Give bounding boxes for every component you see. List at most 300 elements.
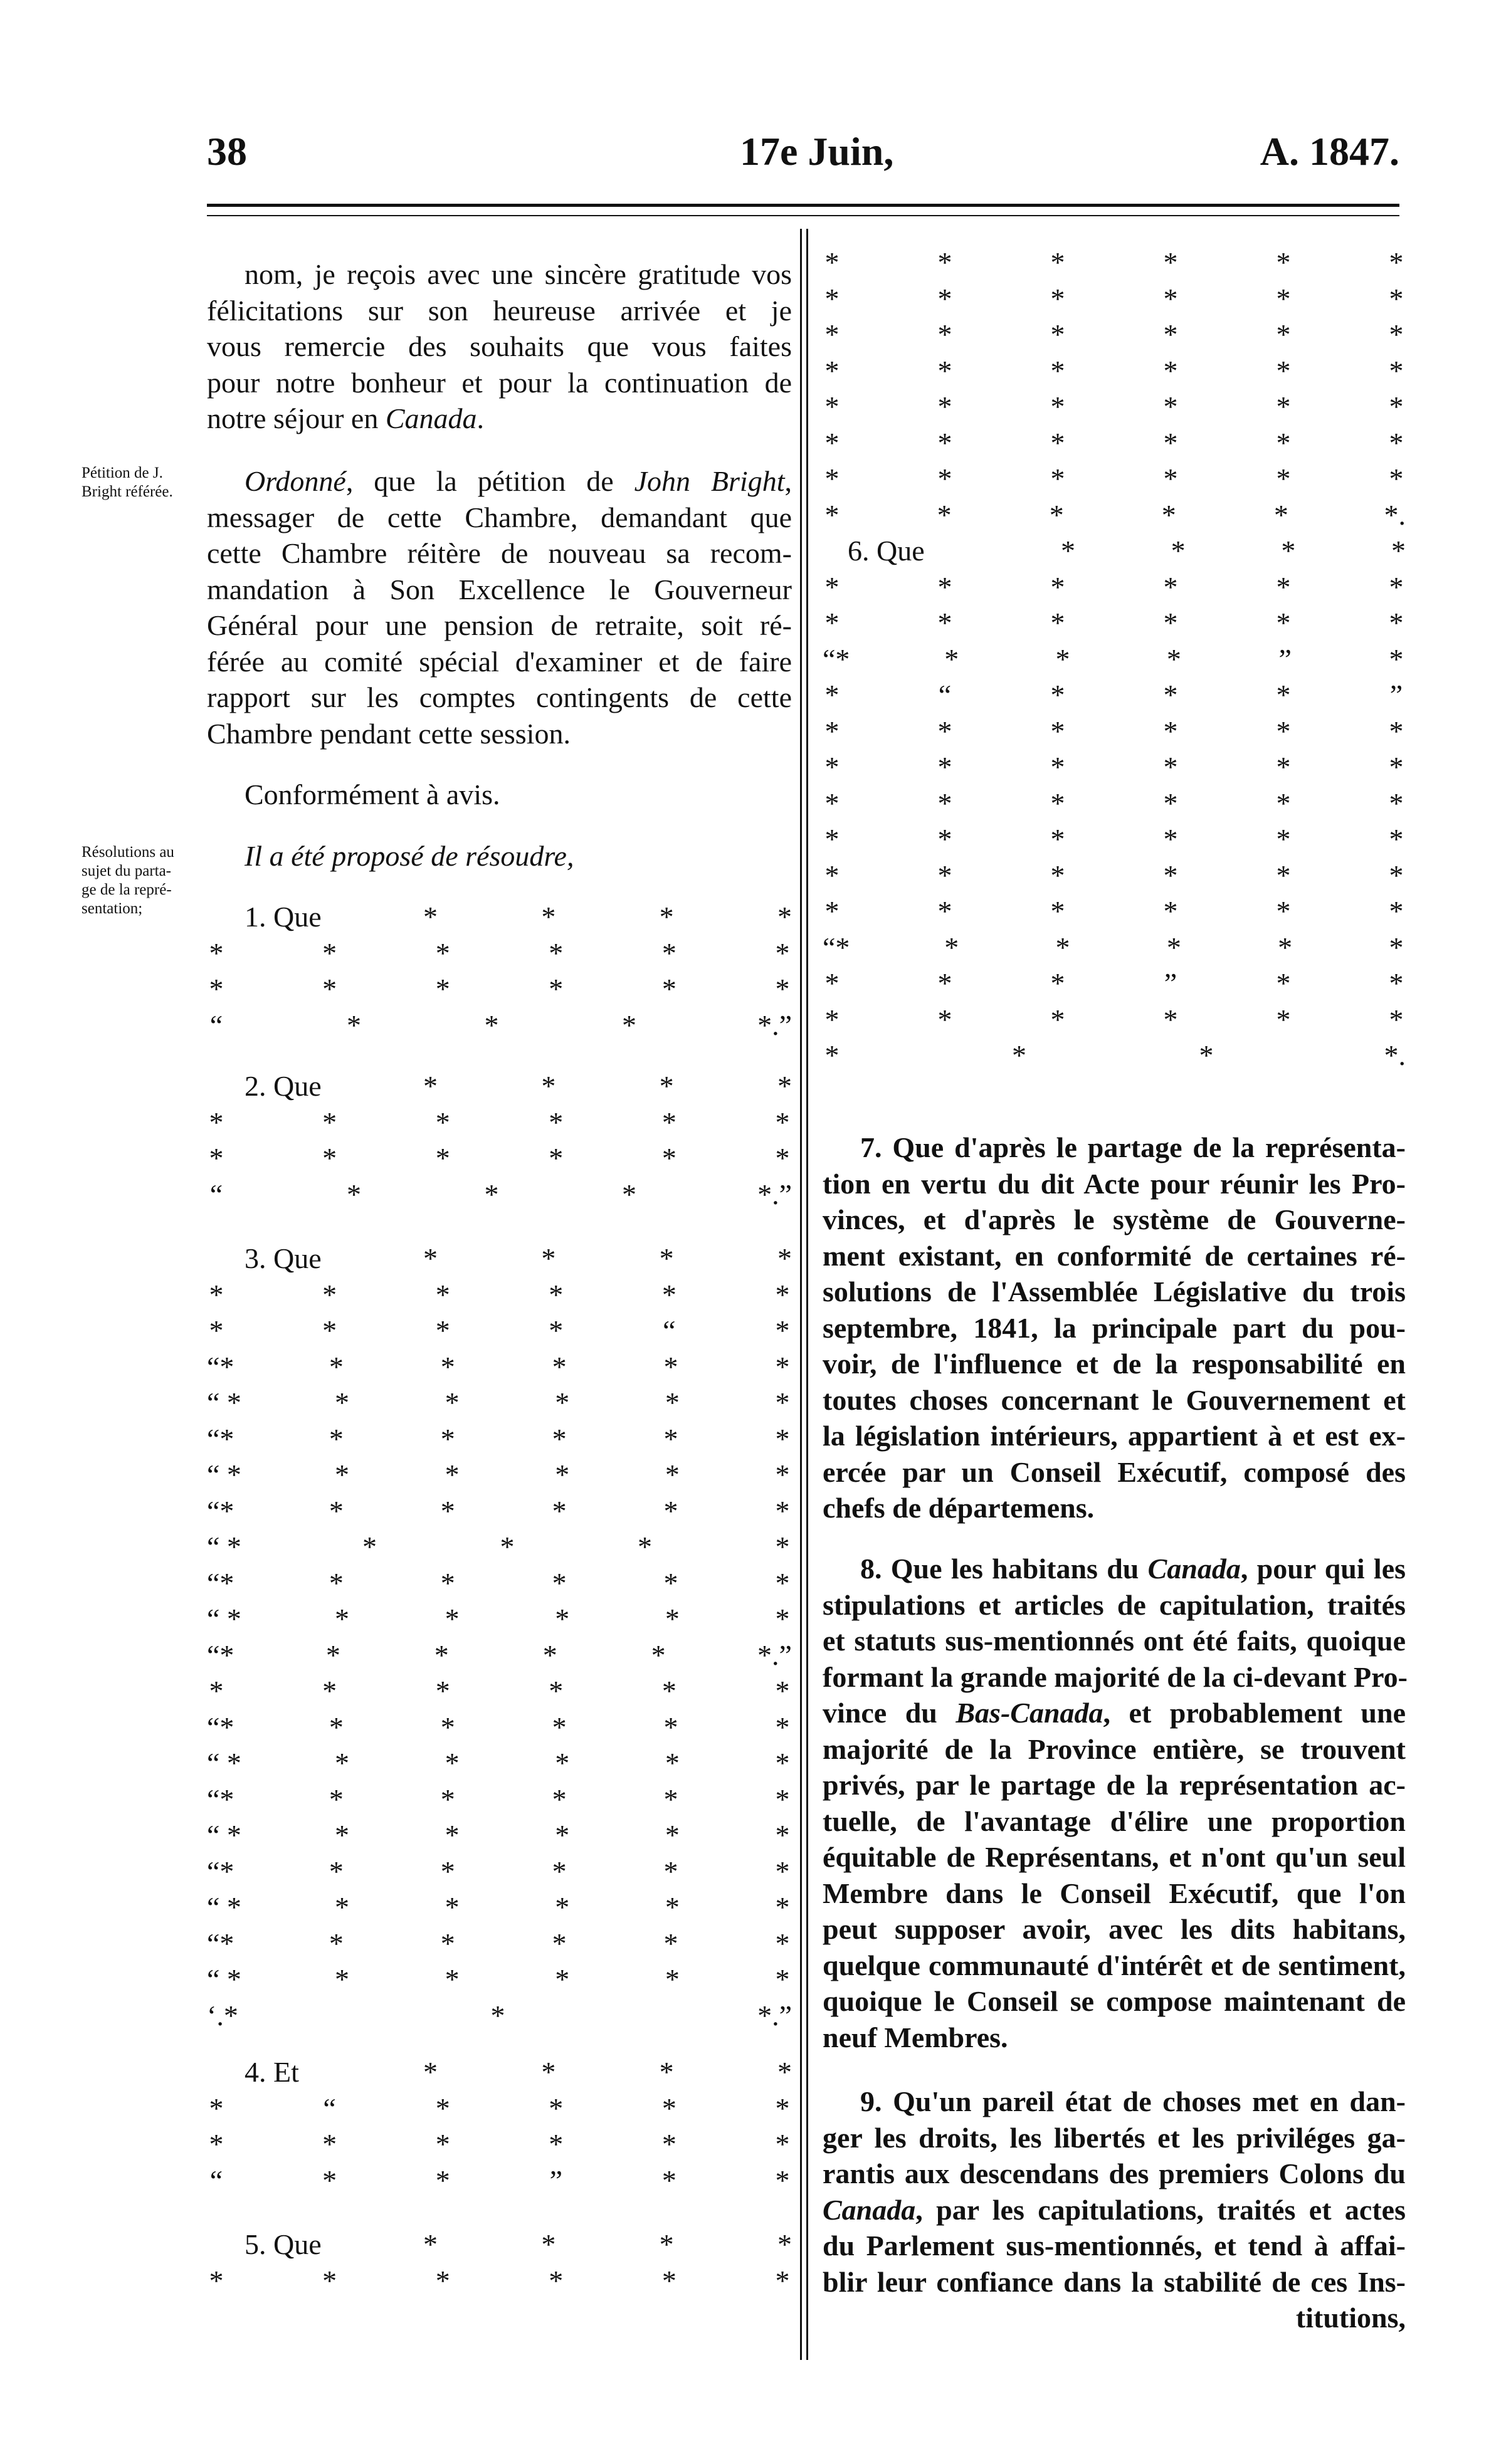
star-row xyxy=(823,497,1406,533)
star-mark: * xyxy=(1276,391,1291,422)
star-mark: * xyxy=(552,1711,567,1743)
star-mark: * xyxy=(661,1278,677,1311)
star-mark: * xyxy=(440,1927,455,1959)
star-mark: * xyxy=(659,1242,674,1274)
star-row xyxy=(207,1140,792,1177)
text-line: rapport sur les comptes contingents de cette xyxy=(207,681,792,713)
star-mark: ” xyxy=(1389,679,1403,711)
text-line: titutions, xyxy=(1295,2302,1406,2334)
star-mark: * xyxy=(1389,787,1404,819)
star-row xyxy=(823,677,1406,713)
star-mark: * xyxy=(937,859,952,891)
star-mark: “* xyxy=(207,1422,234,1455)
star-mark: * xyxy=(209,1675,224,1707)
star-mark: * xyxy=(484,1178,499,1210)
star-mark: * xyxy=(775,1603,790,1635)
star-mark: * xyxy=(335,1603,350,1635)
star-mark: * xyxy=(775,1675,790,1707)
star-mark: * xyxy=(937,967,952,999)
star-mark: * xyxy=(775,1819,790,1851)
star-row xyxy=(207,1385,792,1421)
star-mark: * xyxy=(659,2056,674,2088)
star-mark: * xyxy=(1276,679,1291,711)
star-mark: * xyxy=(322,1675,337,1707)
star-mark: * xyxy=(1171,535,1186,567)
star-mark: * xyxy=(824,679,840,711)
star-mark: * xyxy=(435,2092,450,2124)
star-mark: “ * xyxy=(207,1531,241,1563)
star-mark: * xyxy=(775,1459,790,1491)
page-date: 17e Juin, xyxy=(740,129,894,174)
star-mark: * xyxy=(322,936,337,969)
star-mark: * xyxy=(1389,318,1404,350)
star-mark: * xyxy=(651,1638,666,1671)
star-mark: * xyxy=(775,2264,790,2297)
star-mark: * xyxy=(661,1142,677,1174)
item-heading xyxy=(207,1068,792,1104)
star-mark: * xyxy=(937,751,952,783)
star-mark: * xyxy=(1276,246,1291,278)
star-mark: * xyxy=(440,1422,455,1455)
star-mark: * xyxy=(665,1819,680,1851)
star-mark: * xyxy=(665,1387,680,1418)
star-row xyxy=(823,1002,1406,1038)
star-mark: ‘.* xyxy=(207,1999,238,2031)
star-mark: * xyxy=(347,1009,362,1041)
star-mark: * xyxy=(1055,931,1070,963)
star-mark: * xyxy=(209,1314,224,1346)
star-mark: * xyxy=(329,1422,344,1455)
star-mark: * xyxy=(665,1891,680,1923)
star-mark: * xyxy=(661,2264,677,2297)
star-mark: * xyxy=(552,1494,567,1527)
star-mark: * xyxy=(824,570,840,603)
star-mark: * xyxy=(1389,715,1404,747)
star-mark: *. xyxy=(1384,1039,1406,1071)
star-mark: * xyxy=(1163,679,1178,711)
item-label: 5. Que xyxy=(245,2228,322,2260)
star-mark: “ * xyxy=(207,1963,241,1995)
star-row xyxy=(207,1637,792,1674)
header-rule-thin xyxy=(207,215,1399,216)
star-row xyxy=(207,1529,792,1565)
star-mark: * xyxy=(1389,823,1404,855)
star-row xyxy=(207,2263,792,2299)
star-mark: * xyxy=(1391,535,1406,567)
text-line: Général pour une pension de retraite, soit ré- xyxy=(207,609,792,641)
text-line: quelque communauté d'intérêt et de sentiment, xyxy=(823,1949,1406,1981)
star-mark: * xyxy=(555,1963,570,1995)
star-mark: * xyxy=(209,1142,224,1174)
resolution-item xyxy=(207,2054,792,2198)
star-mark: * xyxy=(775,936,790,969)
star-mark: * xyxy=(1389,463,1404,495)
paragraph-8 xyxy=(823,1551,1406,2055)
star-mark: * xyxy=(659,2228,674,2260)
star-mark: “ * xyxy=(207,1819,241,1851)
text-line: Il a été proposé de résoudre, xyxy=(245,840,574,872)
star-mark: * xyxy=(1163,1003,1178,1035)
star-row xyxy=(823,389,1406,425)
star-mark: * xyxy=(824,967,840,999)
star-mark: * xyxy=(435,2264,450,2297)
star-row xyxy=(207,1349,792,1385)
star-row xyxy=(207,1313,792,1349)
star-mark: * xyxy=(824,607,840,639)
star-mark: * xyxy=(435,1278,450,1311)
star-row xyxy=(207,1709,792,1746)
star-row xyxy=(823,317,1406,353)
star-mark: * xyxy=(549,1106,564,1138)
star-mark: “ xyxy=(209,1009,223,1041)
star-row xyxy=(823,641,1406,678)
star-mark: * xyxy=(322,1278,337,1311)
text-line: toutes choses concernant le Gouvernement et xyxy=(823,1383,1406,1416)
star-mark: * xyxy=(1389,1003,1404,1035)
star-mark: * xyxy=(1163,282,1178,315)
star-mark: “* xyxy=(207,1638,234,1671)
text-line: cette Chambre réitère de nouveau sa recom- xyxy=(207,537,792,569)
item-label: 1. Que xyxy=(245,901,322,933)
star-mark: * xyxy=(1163,823,1178,855)
star-mark: * xyxy=(1276,715,1291,747)
text-line: messager de cette Chambre, demandant que xyxy=(207,501,792,533)
column-divider xyxy=(806,229,808,2360)
star-mark: * xyxy=(937,823,952,855)
star-row xyxy=(823,1037,1406,1074)
star-mark: * xyxy=(445,1459,460,1491)
star-mark: ” xyxy=(1164,967,1177,999)
star-mark: * xyxy=(335,1891,350,1923)
page-year: A. 1847. xyxy=(1260,129,1399,174)
star-row xyxy=(823,785,1406,822)
star-row xyxy=(207,1007,792,1044)
star-mark: * xyxy=(552,1855,567,1887)
star-mark: * xyxy=(1276,607,1291,639)
note-line: Pétition de J. xyxy=(82,464,163,481)
star-mark: * xyxy=(555,1603,570,1635)
item-heading xyxy=(207,2226,792,2263)
star-row xyxy=(823,713,1406,750)
star-mark: * xyxy=(445,1387,460,1418)
star-mark: * xyxy=(824,895,840,927)
star-mark: * xyxy=(661,2128,677,2160)
star-mark: * xyxy=(1163,570,1178,603)
star-mark: * xyxy=(1389,931,1404,963)
star-mark: “* xyxy=(207,1927,234,1959)
star-mark: * xyxy=(542,1638,557,1671)
star-mark: “ xyxy=(938,679,952,711)
note-line: Résolutions au xyxy=(82,844,174,861)
star-mark: * xyxy=(663,1711,678,1743)
star-mark: * xyxy=(824,787,840,819)
star-mark: * xyxy=(1389,246,1404,278)
star-mark: * xyxy=(209,1106,224,1138)
star-row xyxy=(207,1673,792,1709)
star-mark: * xyxy=(1389,751,1404,783)
star-mark: * xyxy=(423,1242,438,1274)
text-line: solutions de l'Assemblée Législative du trois xyxy=(823,1276,1406,1308)
star-row xyxy=(207,1565,792,1602)
paragraph-reply xyxy=(207,256,792,437)
star-mark: * xyxy=(500,1531,515,1563)
star-mark: * xyxy=(622,1009,637,1041)
star-mark: * xyxy=(937,895,952,927)
star-mark: * xyxy=(775,1350,790,1383)
text-line: 7. Que d'après le partage de la représenta- xyxy=(860,1131,1406,1163)
text-line: tion en vertu du dit Acte pour réunir les Pro- xyxy=(823,1167,1406,1200)
star-mark: * xyxy=(445,1747,460,1779)
star-mark: * xyxy=(435,1142,450,1174)
star-mark: * xyxy=(775,1422,790,1455)
star-mark: * xyxy=(824,463,840,495)
star-row xyxy=(207,935,792,972)
text-line: Membre dans le Conseil Exécutif, que l'on xyxy=(823,1877,1406,1909)
star-mark: * xyxy=(435,1106,450,1138)
text-line: mandation à Son Excellence le Gouverneur xyxy=(207,573,792,606)
star-mark: * xyxy=(549,1314,564,1346)
star-mark: * xyxy=(209,2092,224,2124)
star-mark: * xyxy=(1061,535,1075,567)
star-mark: “* xyxy=(207,1566,234,1599)
text-line: Conformément à avis. xyxy=(245,779,500,810)
text-line: ment existant, en conformité de certaines ré- xyxy=(823,1239,1406,1272)
star-mark: * xyxy=(1389,642,1404,675)
star-mark: * xyxy=(329,1494,344,1527)
star-mark: * xyxy=(1163,246,1178,278)
column-divider xyxy=(800,229,802,2360)
conformement-line xyxy=(207,777,792,813)
star-mark: * xyxy=(1163,318,1178,350)
star-row xyxy=(207,1177,792,1213)
star-mark: * xyxy=(1163,895,1178,927)
star-mark: * xyxy=(1161,498,1176,531)
star-mark: * xyxy=(209,2128,224,2160)
star-mark: “* xyxy=(207,1350,234,1383)
text-line: peut supposer avoir, avec les dits habitans, xyxy=(823,1913,1406,1945)
text-line: équitable de Représentans, et n'ont qu'un seul xyxy=(823,1841,1406,1873)
star-mark: * xyxy=(1163,787,1178,819)
text-line: félicitations sur son heureuse arrivée et je xyxy=(207,294,792,327)
item-heading xyxy=(207,899,792,935)
text-line: privés, par le partage de la représentation ac- xyxy=(823,1769,1406,1801)
star-mark: * xyxy=(549,1142,564,1174)
star-mark: * xyxy=(209,1278,224,1311)
star-mark: * xyxy=(1276,1003,1291,1035)
star-mark: * xyxy=(661,1675,677,1707)
star-mark: * xyxy=(440,1711,455,1743)
star-mark: * xyxy=(1050,787,1065,819)
star-mark: * xyxy=(490,1999,505,2031)
star-mark: * xyxy=(1050,463,1065,495)
star-mark: * xyxy=(347,1178,362,1210)
star-mark: * xyxy=(937,1003,952,1035)
star-row xyxy=(207,1781,792,1818)
star-mark: * xyxy=(335,1819,350,1851)
star-mark: * xyxy=(541,1242,556,1274)
text-line: blir leur confiance dans la stabilité de ces Ins- xyxy=(823,2265,1406,2298)
star-mark: * xyxy=(1389,607,1404,639)
star-mark: * xyxy=(1050,426,1065,459)
star-mark: * xyxy=(445,1819,460,1851)
star-row xyxy=(207,971,792,1007)
star-mark: * xyxy=(329,1855,344,1887)
star-mark: * xyxy=(944,931,959,963)
text-line: septembre, 1841, la principale part du pou- xyxy=(823,1311,1406,1344)
text-line: voir, de l'influence et de la responsabilité en xyxy=(823,1348,1406,1380)
star-mark: * xyxy=(1276,354,1291,387)
star-mark: * xyxy=(937,715,952,747)
star-mark: * xyxy=(775,1891,790,1923)
star-mark: *. xyxy=(1384,498,1406,531)
text-line: Canada, par les capitulations, traités et actes xyxy=(823,2193,1406,2226)
star-mark: * xyxy=(555,1459,570,1491)
star-row xyxy=(207,1926,792,1962)
star-mark: * xyxy=(775,1494,790,1527)
star-mark: * xyxy=(549,2264,564,2297)
paragraph-9 xyxy=(823,2084,1406,2336)
text-line: nom, je reçois avec une sincère gratitude vos xyxy=(245,258,792,290)
text-line: quoique le Conseil se compose maintenant de xyxy=(823,1985,1406,2017)
star-mark: * xyxy=(1389,391,1404,422)
star-mark: * xyxy=(322,973,337,1005)
star-mark: * xyxy=(1050,859,1065,891)
star-mark: * xyxy=(322,2264,337,2297)
star-mark: * xyxy=(1163,715,1178,747)
star-mark: * xyxy=(663,1422,678,1455)
star-mark: * xyxy=(1389,967,1404,999)
star-row xyxy=(823,893,1406,930)
star-mark: * xyxy=(659,1070,674,1102)
star-mark: * xyxy=(1050,246,1065,278)
note-line: ge de la repré- xyxy=(82,881,172,898)
star-row xyxy=(207,1493,792,1529)
star-mark: * xyxy=(659,901,674,933)
star-mark: “ xyxy=(209,2164,223,2196)
star-mark: * xyxy=(445,1963,460,1995)
star-mark: * xyxy=(555,1747,570,1779)
star-mark: * xyxy=(549,1278,564,1311)
star-mark: * xyxy=(663,1927,678,1959)
star-mark: * xyxy=(661,973,677,1005)
text-line: chefs de départemens. xyxy=(823,1492,1095,1524)
star-mark: “* xyxy=(207,1783,234,1815)
star-mark: * xyxy=(1049,498,1064,531)
star-mark: * xyxy=(541,2228,556,2260)
star-row xyxy=(207,1277,792,1313)
star-mark: * xyxy=(937,354,952,387)
star-mark: * xyxy=(775,1855,790,1887)
item-label: 4. Et xyxy=(245,2056,299,2088)
star-row xyxy=(823,821,1406,857)
star-mark: “* xyxy=(823,642,850,675)
star-mark: * xyxy=(440,1494,455,1527)
star-mark: * xyxy=(937,570,952,603)
star-mark: * xyxy=(665,1603,680,1635)
star-mark: * xyxy=(541,901,556,933)
star-row xyxy=(823,244,1406,281)
star-mark: “ xyxy=(323,2092,336,2124)
resolution-item xyxy=(207,1240,792,2033)
star-mark: * xyxy=(440,1566,455,1599)
star-mark: * xyxy=(322,1106,337,1138)
star-mark: * xyxy=(1050,895,1065,927)
omitted-text-stars xyxy=(823,244,1406,1074)
star-mark: * xyxy=(1166,931,1181,963)
star-mark: * xyxy=(637,1531,652,1563)
star-mark: * xyxy=(1276,751,1291,783)
text-line: ger les droits, les libertés et les priviléges ga- xyxy=(823,2121,1406,2154)
star-mark: * xyxy=(1273,498,1288,531)
text-line: formant la grande majorité de la ci-devant Pro- xyxy=(823,1660,1408,1693)
star-mark: * xyxy=(445,1891,460,1923)
star-mark: * xyxy=(661,2164,677,2196)
star-mark: * xyxy=(1050,318,1065,350)
paragraph-7 xyxy=(823,1130,1406,1526)
star-mark: * xyxy=(1389,895,1404,927)
star-mark: * xyxy=(552,1566,567,1599)
star-mark: * xyxy=(775,1278,790,1311)
text-line: ercée par un Conseil Exécutif, composé des xyxy=(823,1455,1406,1488)
star-mark: ” xyxy=(1278,642,1292,675)
text-line: férée au comité spécial d'examiner et de faire xyxy=(207,645,792,678)
star-mark: * xyxy=(435,973,450,1005)
star-mark: * xyxy=(423,1070,438,1102)
resolution-item xyxy=(207,1068,792,1212)
text-line: vous remercie des souhaits que vous faites xyxy=(207,330,792,362)
star-mark: * xyxy=(824,751,840,783)
star-row xyxy=(823,569,1406,606)
star-mark: * xyxy=(329,1566,344,1599)
star-mark: * xyxy=(775,2092,790,2124)
star-mark: * xyxy=(435,1314,450,1346)
star-mark: * xyxy=(209,936,224,969)
star-mark: * xyxy=(824,318,840,350)
star-mark: * xyxy=(1050,391,1065,422)
star-mark: *.” xyxy=(757,1638,792,1671)
text-line: pour notre bonheur et pour la continuation de xyxy=(207,366,792,399)
star-mark: * xyxy=(663,1783,678,1815)
star-mark: * xyxy=(665,1747,680,1779)
star-mark: * xyxy=(552,1350,567,1383)
star-row xyxy=(823,605,1406,641)
text-line: vinces, et d'après le système de Gouverne- xyxy=(823,1203,1406,1235)
star-mark: * xyxy=(937,498,952,531)
margin-note-resolutions xyxy=(82,843,207,918)
star-mark: * xyxy=(423,2228,438,2260)
star-mark: * xyxy=(824,1039,840,1071)
star-mark: * xyxy=(1389,570,1404,603)
star-mark: * xyxy=(1163,859,1178,891)
star-mark: * xyxy=(335,1963,350,1995)
text-line: stipulations et articles de capitulation, traités xyxy=(823,1588,1406,1621)
star-mark: * xyxy=(549,936,564,969)
star-mark: * xyxy=(1276,787,1291,819)
star-mark: * xyxy=(661,936,677,969)
star-mark: * xyxy=(435,2128,450,2160)
star-mark: * xyxy=(423,2056,438,2088)
star-mark: * xyxy=(1276,318,1291,350)
note-line: sentation; xyxy=(82,900,143,917)
star-mark: “ * xyxy=(207,1891,241,1923)
star-mark: * xyxy=(775,1531,790,1563)
star-mark: * xyxy=(549,2092,564,2124)
star-row xyxy=(207,1998,792,2034)
resolution-item xyxy=(207,899,792,1043)
star-mark: * xyxy=(775,1711,790,1743)
star-mark: * xyxy=(541,1070,556,1102)
star-mark: * xyxy=(1276,895,1291,927)
